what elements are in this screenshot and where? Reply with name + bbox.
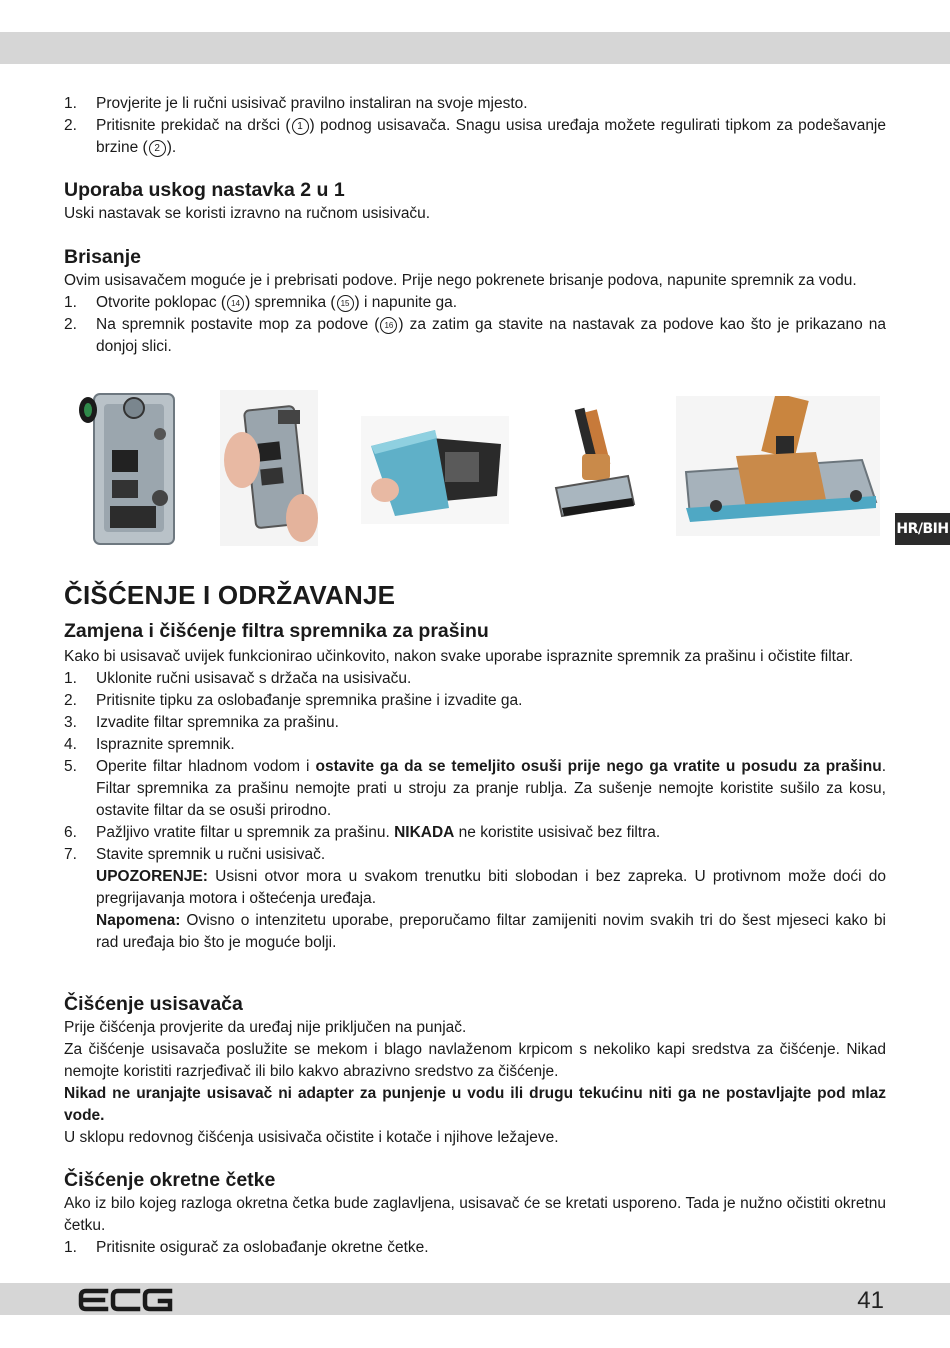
list-item: 1. Pritisnite osigurač za oslobađanje okretne četke.	[64, 1239, 429, 1256]
callout-number-16: 16	[380, 317, 397, 334]
paragraph: Kako bi usisavač uvijek funkcionirao učinkovito, nakon svake uporabe ispraznite spremnik za prašinu i očistite filtar.	[64, 648, 854, 665]
section-heading: Čišćenje usisavača	[64, 993, 243, 1015]
warning-note: UPOZORENJE: Usisni otvor mora u svakom trenutku biti slobodan i bez zapreka. U protivnom može doći do pregrijavanja motora i oštećenja uređaja.	[96, 868, 886, 907]
callout-number-14: 14	[227, 295, 244, 312]
header-bar	[0, 32, 950, 64]
list-item: 2. Pritisnite prekidač na dršci ( 1 ) podnog usisavača. Snagu usisa uređaja možete regulirati tipkom za podešavanje brzine ( 2 ).	[64, 117, 887, 156]
ecg-logo-mark	[78, 1287, 174, 1313]
chapter-title: ČIŠĆENJE I ODRŽAVANJE	[64, 580, 396, 610]
floor-head-photo	[676, 396, 880, 536]
list-item: 4. Ispraznite spremnik.	[64, 736, 235, 753]
section-heading: Zamjena i čišćenje filtra spremnika za prašinu	[64, 620, 489, 642]
safety-warning: Nikad ne uranjajte usisavač ni adapter za punjenje u vodu ili drugu tekućinu niti ga ne postavljajte pod mlaz vode.	[64, 1085, 886, 1124]
list-item: 3. Izvadite filtar spremnika za prašinu.	[64, 714, 339, 731]
remark-note: Napomena: Ovisno o intenzitetu uporabe, preporučamo filtar zamijeniti novim svakih tri do šest mjeseci kako bi rad uređaja bio što je moguće bolji.	[96, 912, 886, 951]
paragraph: Za čišćenje usisavača poslužite se mekom i blago navlaženom krpicom s nekoliko kapi sredstva za čišćenje. Nikad nemojte koristiti razrjeđivač ili bilo kakvo abrazivno sredstvo za čišćenje.	[64, 1041, 886, 1080]
section-mopping	[64, 244, 886, 358]
paragraph: Ako iz bilo kojeg razloga okretna četka bude zaglavljena, usisavač će se kretati usporeno. Tada je nužno očistiti okretnu četku.	[64, 1195, 886, 1234]
list-item: 6. Pažljivo vratite filtar u spremnik za prašinu. NIKADA ne koristite usisivač bez filtra.	[64, 824, 661, 841]
section-narrow-nozzle	[64, 177, 886, 225]
water-tank-illustration	[70, 388, 178, 550]
stick-vacuum-illustration	[542, 404, 642, 532]
callout-number-15: 15	[337, 295, 354, 312]
list-item: 5. Operite filtar hladnom vodom i ostavite ga da se temeljito osuši prije nego ga vratite u posudu za prašinu. Filtar spremnika za prašinu nemojte prati u stroju za pranje rublja. Za sušenje nemojte koristite sušilo za kosu, ostavite filtar da se osuši prirodno.	[64, 758, 886, 819]
section-heading: Brisanje	[64, 246, 141, 268]
vacuum-on-mop-photo	[542, 404, 642, 532]
paragraph: U sklopu redovnog čišćenja usisivača očistite i kotače i njihove ležajeve.	[64, 1129, 559, 1146]
ecg-logo	[78, 1287, 174, 1318]
mop-illustration	[361, 416, 509, 524]
list-item: 1. Otvorite poklopac ( 14 ) spremnika ( 15 ) i napunite ga.	[64, 294, 458, 311]
list-item: 2. Pritisnite tipku za oslobađanje spremnika prašine i izvadite ga.	[64, 692, 523, 709]
mop-attachment-photo	[361, 416, 509, 524]
callout-number-1: 1	[292, 118, 309, 135]
language-tab: HR/BIH	[895, 513, 950, 545]
floor-head-illustration	[676, 396, 880, 536]
callout-number-2: 2	[149, 140, 166, 157]
tank-in-hands-photo	[220, 390, 318, 546]
paragraph: Prije čišćenja provjerite da uređaj nije priključen na punjač.	[64, 1019, 467, 1036]
list-item: 7. Stavite spremnik u ručni usisivač. UPOZORENJE: Usisni otvor mora u svakom trenutku biti slobodan i bez zapreka. U protivnom može doći do pregrijavanja motora i oštećenja uređaja. Napomena: Ovisno o intenzitetu uporabe, preporučamo filtar zamijeniti novim svakih tri do šest mjeseci kako bi rad uređaja bio što je moguće bolji.	[64, 844, 886, 954]
section-cleaning-maintenance	[64, 579, 886, 954]
list-item: 1. Provjerite je li ručni usisivač pravilno instaliran na svoje mjesto.	[64, 95, 528, 112]
section-vacuum-cleaning	[64, 991, 886, 1149]
section-heading: Uporaba uskog nastavka 2 u 1	[64, 179, 345, 201]
mopping-photo-strip	[64, 388, 886, 550]
list-item: 1. Uklonite ručni usisavač s držača na usisivaču.	[64, 670, 412, 687]
intro-list	[64, 93, 886, 159]
hands-tank-illustration	[220, 390, 318, 546]
paragraph: Ovim usisavačem moguće je i prebrisati podove. Prije nego pokrenete brisanje podova, napunite spremnik za vodu.	[64, 272, 857, 289]
section-heading: Čišćenje okretne četke	[64, 1169, 276, 1191]
list-item: 2. Na spremnik postavite mop za podove ( 16 ) za zatim ga stavite na nastavak za podove kao što je prikazano na donjoj slici.	[64, 316, 887, 355]
paragraph: Uski nastavak se koristi izravno na ručnom usisivaču.	[64, 205, 431, 222]
water-tank-photo	[70, 388, 178, 550]
page-number: 41	[857, 1287, 884, 1314]
section-brush-cleaning	[64, 1167, 886, 1259]
